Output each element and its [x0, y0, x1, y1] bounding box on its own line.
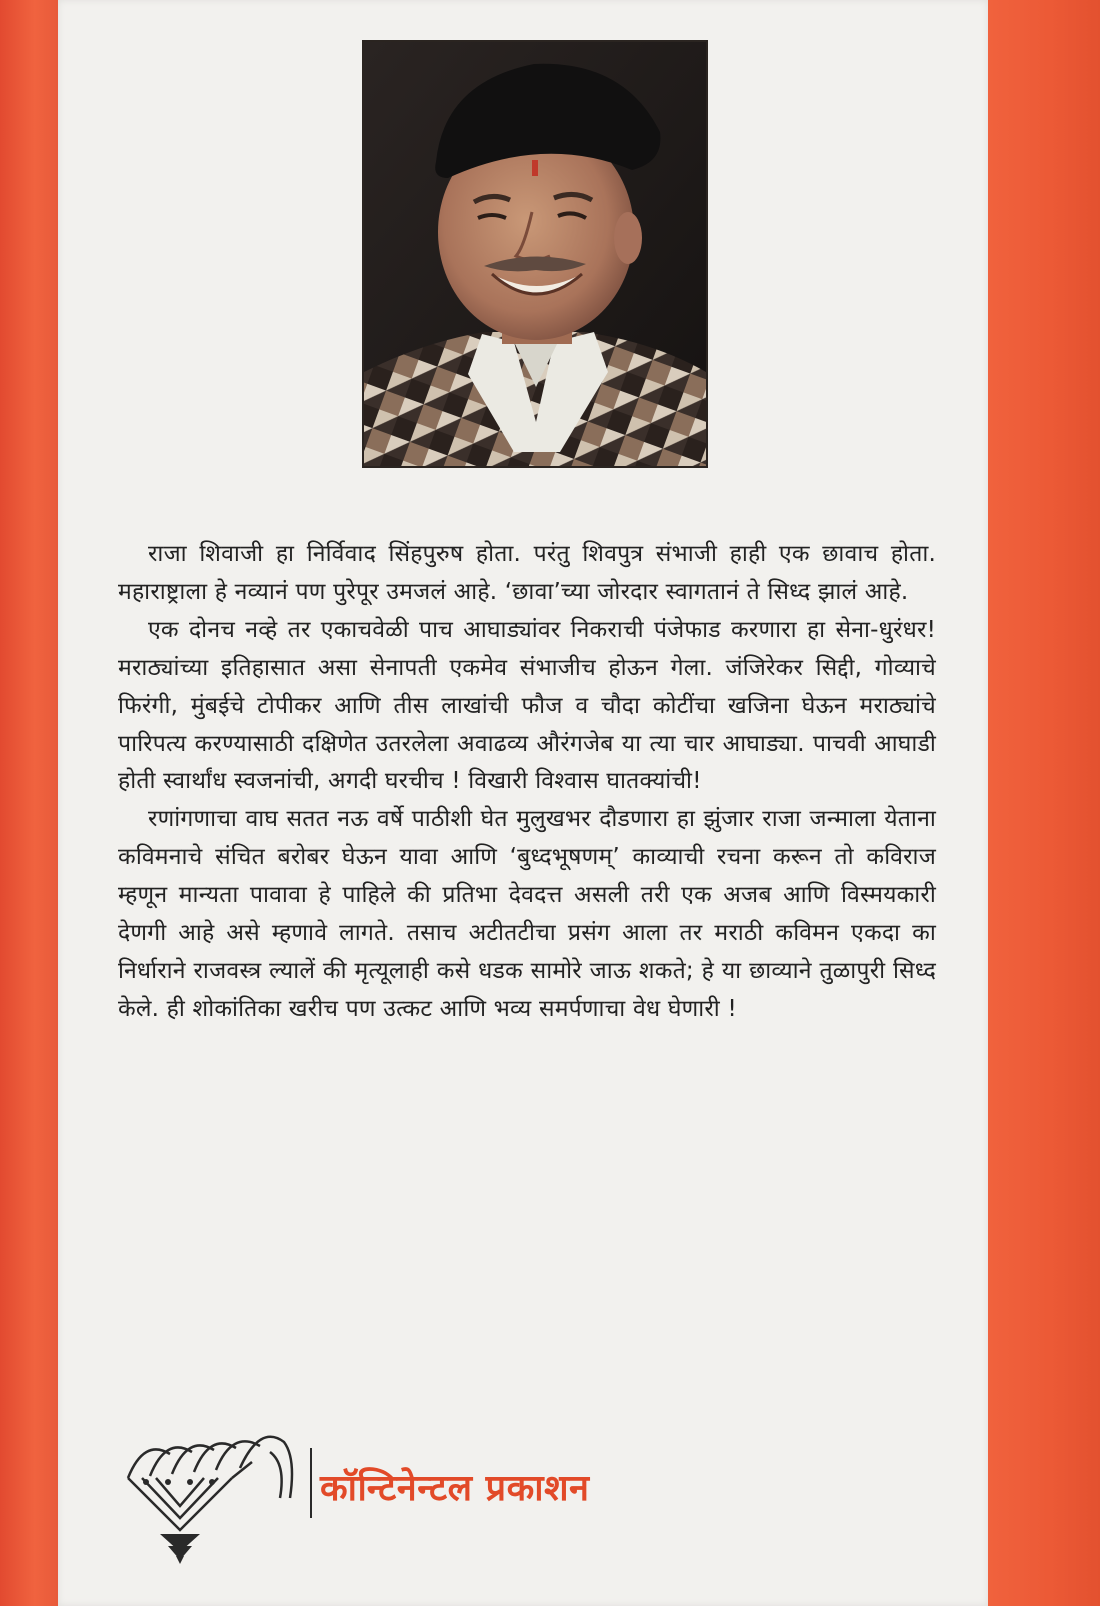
right-border — [988, 0, 1100, 1606]
logo-divider — [310, 1448, 312, 1518]
blurb-paragraph: एक दोनच नव्हे तर एकाचवेळी पाच आघाड्यांवर निकराची पंजेफाड करणारा हा सेना-धुरंधर! मराठ्यांच्या इतिहासात असा सेनापती एकमेव संभाजीच होऊन गेला. जंजिरेकर सिद्दी, गोव्याचे फिरंगी, मुंबईचे टोपीकर आणि तीस लाखांची फौज व चौदा कोटींचा खजिना घेऊन मराठ्यांचे पारिपत्य करण्यासाठी दक्षिणेत उतरलेला अवाढव्य औरंगजेब या त्या चार आघाड्या. पाचवी आघाडी होती स्वार्थांध स्वजनांची, अगदी घरचीच ! विखारी विश्वास घातक्यांची! — [118, 616, 936, 795]
author-photo — [362, 40, 708, 468]
publisher-name: कॉन्टिनेन्टल प्रकाशन — [320, 1468, 590, 1509]
blurb-text — [118, 536, 936, 1029]
publisher-logo — [120, 1418, 300, 1566]
left-border — [0, 0, 58, 1606]
blurb-paragraph: राजा शिवाजी हा निर्विवाद सिंहपुरुष होता. परंतु शिवपुत्र संभाजी हाही एक छावाच होता. महाराष्ट्राला हे नव्यानं पण पुरेपूर उमजलं आहे. ‘छावा’च्या जोरदार स्वागतानं ते सिध्द झालं आहे. — [118, 541, 936, 605]
blurb-paragraph: रणांगणाचा वाघ सतत नऊ वर्षे पाठीशी घेत मुलुखभर दौडणारा हा झुंजार राजा जन्माला येताना कविमनाचे संचित बरोबर घेऊन यावा आणि ‘बुध्दभूषणम्’ काव्याची रचना करून तो कविराज म्हणून मान्यता पावावा हे पाहिले की प्रतिभा देवदत्त असली तरी एक अजब आणि विस्मयकारी देणगी आहे असे म्हणावे लागते. तसाच अटीतटीचा प्रसंग आला तर मराठी कविमन एकदा का निर्धाराने राजवस्त्र ल्यालें की मृत्यूलाही कसे धडक सामोरे जाऊ शकते; हे या छाव्याने तुळापुरी सिध्द केले. ही शोकांतिका खरीच पण उत्कट आणि भव्य समर्पणाचा वेध घेणारी ! — [118, 806, 936, 1022]
